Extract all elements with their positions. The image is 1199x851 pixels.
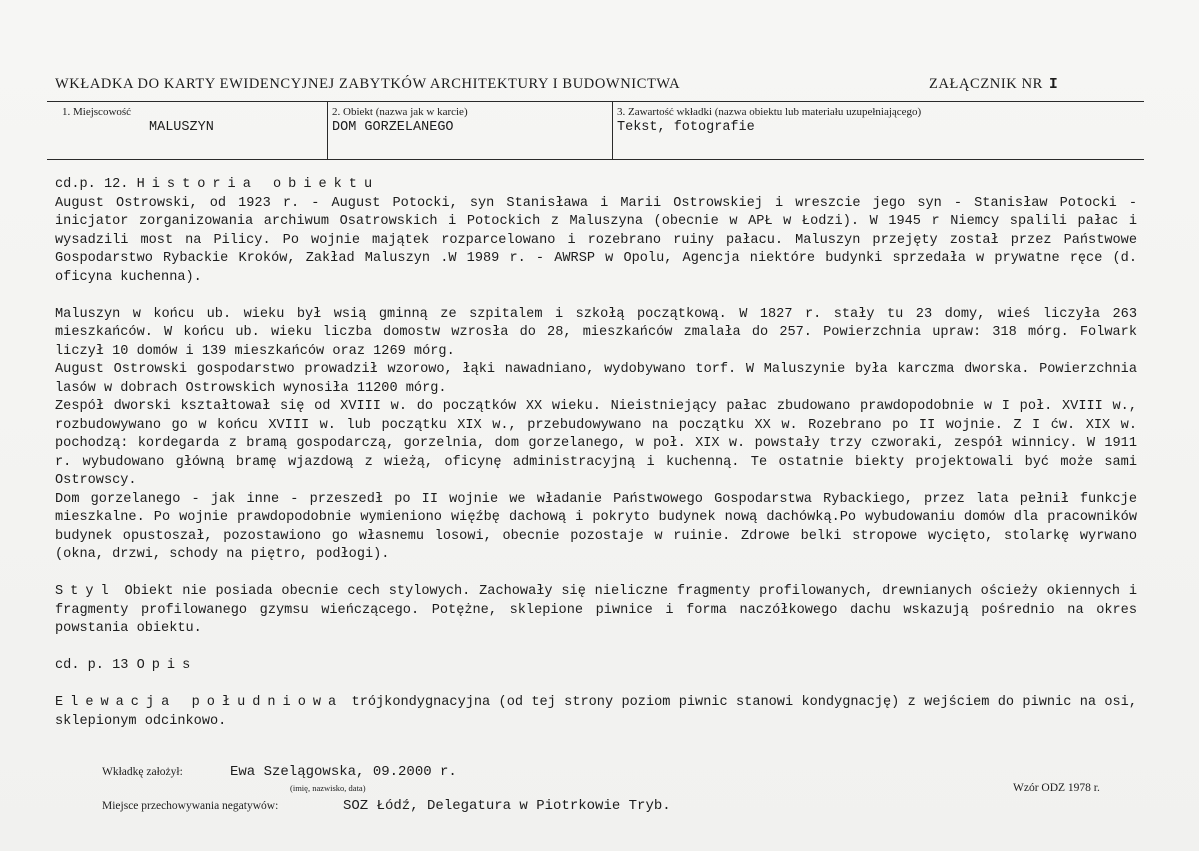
header-fields-table [47, 101, 1144, 160]
history-paragraph: August Ostrowski, od 1923 r. - August Potocki, syn Stanisława i Marii Ostrowskiej i wreszcie jego syn - Stanisław Potocki - inicjator zorganizowania archiwum Osatrowskich i Potockich z Maluszyna (obecnie w APŁ w Łodzi). W 1945 r Niemcy spalili pałac i wysadzili most na Pilicy. Po wojnie majątek rozparcelowano i rozebrano ruiny pałacu. Maluszyn przejęty został przez Państwowe Gospodarstwo Rybackie Kroków, Zakład Maluszyn .W 1989 r. - AWRSP w Opolu, Agencja niektóre budynki sprzedała w prywatne ręce (d. oficyna kuchenna). [55, 195, 1137, 285]
locality-cell [47, 102, 327, 159]
description-prefix: cd. p. 13 [55, 658, 129, 673]
elevation-paragraph [55, 694, 1137, 731]
attachment-label: ZAŁĄCZNIK NR [929, 76, 1043, 92]
created-by-label: Wkładkę założył: [102, 766, 183, 778]
attachment-value: I [1048, 77, 1059, 93]
contents-label: 3. Zawartość wkładki (nazwa obiektu lub materiału uzupełniającego) [617, 106, 922, 118]
style-heading: Styl [55, 584, 116, 599]
distiller-house-paragraph: Dom gorzelanego - jak inne - przeszedł po II wojnie we władanie Państwowego Gospodarstwa Rybackiego, przez lata pełnił funkcje mieszkalne. Po wojnie prawdopodobnie wymieniono więźbę dachową i pokryto budynek nową dachówką.Po wybudowaniu domów dla pracowników budynek opustoszał, pozostawiono go własnemu losowi, obecnie pozostaje w ruinie. Zdrowe belki stropowe wycięto, stolarkę wyrwano (okna, drzwi, schody na piętro, podłogi). [55, 491, 1137, 562]
negatives-location-value: SOZ Łódź, Delegatura w Piotrkowie Tryb. [343, 798, 671, 814]
description-heading-line [55, 657, 1137, 676]
village-paragraph: Maluszyn w końcu ub. wieku był wsią gminną ze szpitalem i szkołą początkową. W 1827 r. stały tu 23 domy, wieś liczyła 263 mieszkańców. W końcu ub. wieku liczba domostw wzrosła do 28, mieszkańców zmalała do 257. Powierzchnia upraw: 318 mórg. Folwark liczył 10 domów i 139 mieszkańców oraz 1269 mórg. [55, 306, 1137, 359]
estate-paragraph: August Ostrowski gospodarstwo prowadził wzorowo, łąki nawadniano, wydobywano torf. W Maluszynie była karczma dworska. Powierzchnia lasów w dobrach Ostrowskich wynosiła 11200 mórg. [55, 362, 1137, 396]
style-text: Obiekt nie posiada obecnie cech stylowych. Zachowały się nieliczne fragmenty profilowanych, drewnianych ościeży okiennych i fragmenty profilowanego gzymsu wieńczącego. Potężne, sklepione piwnice i forma naczółkowego dachu wskazują pośrednio na okres powstania obiektu. [55, 584, 1137, 636]
attachment-number [929, 76, 1058, 93]
history-prefix: cd.p. 12. [55, 177, 129, 192]
created-by-hint: (imię, nazwisko, data) [290, 783, 366, 793]
locality-label: 1. Miejscowość [62, 106, 132, 118]
description-heading: Opis [136, 658, 198, 673]
negatives-location-label: Miejsce przechowywania negatywów: [102, 800, 279, 812]
body-text [55, 176, 1137, 731]
locality-value: MALUSZYN [149, 120, 214, 135]
created-by-value: Ewa Szelągowska, 09.2000 r. [230, 764, 457, 780]
form-title: WKŁADKA DO KARTY EWIDENCYJNEJ ZABYTKÓW ARCHITEKTURY I BUDOWNICTWA [55, 76, 681, 92]
object-label: 2. Obiekt (nazwa jak w karcie) [332, 106, 468, 118]
history-heading: Historia obiektu [136, 177, 380, 192]
contents-cell [612, 102, 1145, 159]
object-cell [327, 102, 613, 159]
contents-value: Tekst, fotografie [617, 120, 755, 135]
elevation-heading: Elewacja południowa [55, 695, 344, 710]
manor-complex-paragraph: Zespół dworski kształtował się od XVIII w. do początków XX wieku. Nieistniejący pałac zbudowano prawdopodobnie w I poł. XVIII w., rozbudowywano go w końcu XVIII w. lub początku XIX w., przebudowywano na początku XX w. Rozebrano po II wojnie. Z I ćw. XIX w. pochodzą: kordegarda z bramą gospodarczą, gorzelnia, dom gorzelanego, w poł. XIX w. powstały trzy czworaki, zespół winnicy. W 1911 r. wybudowano główną bramę wjazdową z wieżą, oficynę administracyjną i kuchenną. Te ostatnie biekty projektowali być może sami Ostrowscy. [55, 399, 1137, 488]
object-value: DOM GORZELANEGO [332, 120, 454, 135]
history-heading-line [55, 176, 1137, 195]
elevation-text: trójkondygnacyjna (od tej strony poziom piwnic stanowi kondygnację) z wejściem do piwnic na osi, sklepionym odcinkowo. [55, 695, 1137, 729]
style-paragraph [55, 583, 1137, 639]
form-model-note: Wzór ODZ 1978 r. [1013, 782, 1100, 794]
